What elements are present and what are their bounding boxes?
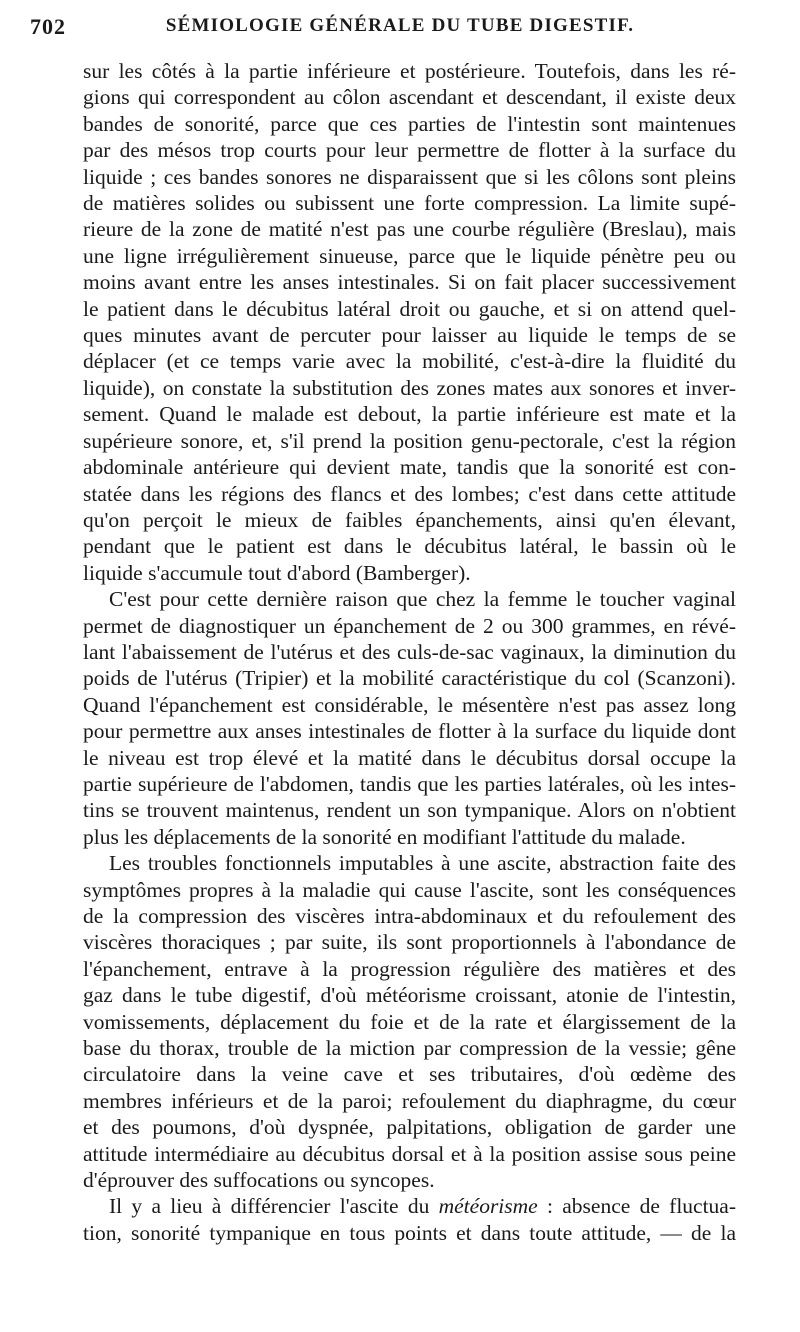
text-line: attitude intermédiaire au décubitus dorsal et à la position assise sous peine [83,1141,736,1166]
text-line: base du thorax, trouble de la miction par compression de la vessie; gêne [83,1036,736,1061]
text-line: supérieure sonore, et, s'il prend la position genu-pectorale, c'est la région [83,428,736,453]
text-segment: : absence de fluctua- [537,1194,736,1219]
text-line: bandes de sonorité, parce que ces parties de l'intestin sont maintenues [83,111,736,136]
text-line: de la compression des viscères intra-abdominaux et du refoulement des [83,904,736,928]
text-line: poids de l'utérus (Tripier) et la mobilité caractéristique du col (Scanzoni). [83,666,736,691]
text-line: une ligne irrégulièrement sinueuse, parce que le liquide pénètre peu ou [83,243,736,268]
text-line: permet de diagnostiquer un épanchement de 2 ou 300 grammes, en révé- [83,613,736,638]
text-line: l'épanchement, entrave à la progression régulière des matières et des [83,956,736,981]
text-line: pendant que le patient est dans le décubitus latéral, le bassin où le [83,534,736,559]
text-line: rieure de la zone de matité n'est pas une courbe régulière (Breslau), mais [83,217,736,242]
text-line: par des mésos trop courts pour leur permettre de flotter à la surface du [83,138,736,163]
text-line: C'est pour cette dernière raison que chez la femme le toucher vaginal [109,587,736,612]
text-line: statée dans les régions des flancs et des lombes; c'est dans cette attitude [83,481,736,506]
text-line: symptômes propres à la maladie qui cause l'ascite, sont les conséquences [83,877,736,902]
text-line: liquide), on constate la substitution des zones mates aux sonores et inver- [83,375,736,400]
running-title: SÉMIOLOGIE GÉNÉRALE DU TUBE DIGESTIF. [165,15,635,36]
text-line: abdominale antérieure qui devient mate, tandis que la sonorité est con- [83,455,736,480]
text-line: liquide ; ces bandes sonores ne disparaissent que si les côlons sont pleins [83,164,736,189]
text-line: d'éprouver des suffocations ou syncopes. [83,1168,435,1193]
text-line [83,1193,736,1219]
text-line: le niveau est trop élevé et la matité dans le décubitus dorsal occupe la [83,745,736,770]
text-line: le patient dans le décubitus latéral droit ou gauche, et si on attend quel- [83,296,736,321]
text-segment: Il y a lieu à différencier l'ascite du [109,1194,439,1219]
text-line: plus les déplacements de la sonorité en modifiant l'attitude du malade. [83,824,686,849]
text-line: sur les côtés à la partie inférieure et postérieure. Toutefois, dans les ré- [83,59,736,83]
page-header [30,14,770,44]
text-line: déplacer (et ce temps varie avec la mobilité, c'est-à-dire la fluidité du [83,349,736,374]
text-line: circulatoire dans la veine cave et ses tributaires, d'où œdème des [83,1062,736,1087]
body-text [83,58,736,1246]
text-line: gaz dans le tube digestif, d'où météorisme croissant, atonie de l'intestin, [83,983,736,1008]
text-line: partie supérieure de l'abdomen, tandis que les parties latérales, où les intes- [83,771,736,796]
text-line: moins avant entre les anses intestinales. Si on fait placer successivement [83,270,736,295]
text-line: qu'on perçoit le mieux de faibles épanchements, ainsi qu'en élevant, [83,507,736,532]
text-line: ques minutes avant de percuter pour laisser au liquide le temps de se [83,323,736,348]
text-line: Les troubles fonctionnels imputables à une ascite, abstraction faite des [109,851,736,876]
text-line: tins se trouvent maintenus, rendent un son tympanique. Alors on n'obtient [83,798,736,823]
text-line: membres inférieurs et de la paroi; refoulement du diaphragme, du cœur [83,1088,736,1113]
text-line: vomissements, déplacement du foie et de la rate et élargissement de la [83,1009,736,1034]
text-line: Quand l'épanchement est considérable, le mésentère n'est pas assez long [83,692,736,717]
text-line: gions qui correspondent au côlon ascendant et descendant, il existe deux [83,85,736,110]
text-line: viscères thoraciques ; par suite, ils sont proportionnels à l'abondance de [83,930,736,955]
text-line: et des poumons, d'où dyspnée, palpitations, obligation de garder une [83,1115,736,1140]
text-line: sement. Quand le malade est debout, la partie inférieure est mate et la [83,402,736,427]
italic-term: météorisme [438,1194,538,1219]
page-number: 702 [30,14,66,39]
text-line: de matières solides ou subissent une forte compression. La limite supé- [83,191,736,216]
text-line: lant l'abaissement de l'utérus et des culs-de-sac vaginaux, la diminution du [83,639,736,664]
text-line: liquide s'accumule tout d'abord (Bamberger). [83,560,471,585]
text-line: tion, sonorité tympanique en tous points et dans toute attitude, — de la [83,1220,736,1245]
text-line: pour permettre aux anses intestinales de flotter à la surface du liquide dont [83,719,736,744]
